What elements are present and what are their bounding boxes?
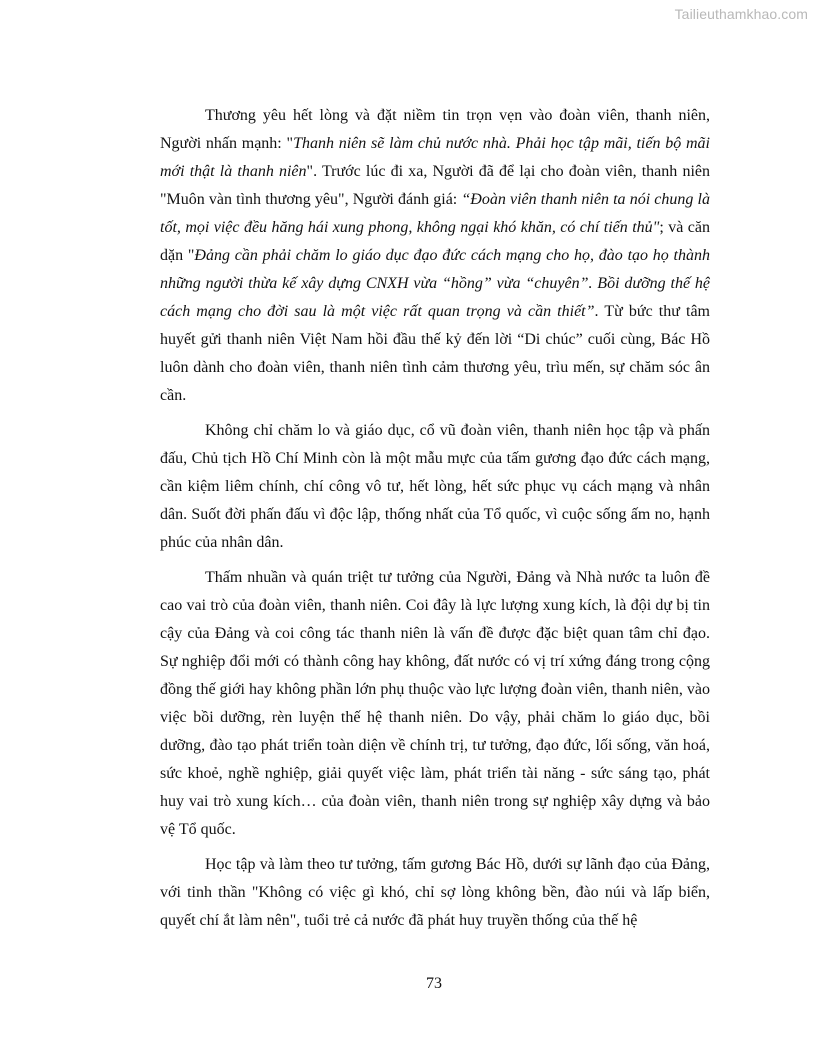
text-segment: Học tập và làm theo tư tưởng, tấm gương Bác Hồ, dưới sự lãnh đạo của Đảng, với tinh thần "Không có việc gì khó, chỉ sợ lòng không bền, đào núi và lấp biển, quyết chí ắt làm nên", tuổi trẻ cả nước đã phát huy truyền thống của thế hệ xyxy=(160,856,710,929)
page-number: 73 xyxy=(426,975,442,992)
text-segment: . Từ bức thư tâm huyết gửi thanh niên Việt Nam hồi đầu thế kỷ đến lời “Di chúc” cuối cùng, Bác Hồ luôn dành cho đoàn viên, thanh niên tình cảm thương yêu, trìu mến, sự chăm sóc ân cần. xyxy=(160,303,710,404)
text-segment: ". Trước lúc đi xa, Người đã để lại cho đoàn viên, thanh niên "Muôn vàn tình thương yêu", Người đánh giá: xyxy=(160,163,711,208)
document-body xyxy=(160,102,710,942)
paragraph-2 xyxy=(160,417,710,557)
text-segment: Thương yêu hết lòng và đặt niềm tin trọn vẹn vào đoàn viên, thanh niên, Người nhấn mạnh: " xyxy=(160,107,710,152)
quote-segment: Thanh niên sẽ làm chủ nước nhà. Phải học tập mãi, tiến bộ mãi mới thật là thanh niên xyxy=(160,135,711,180)
quote-segment: “Đoàn viên thanh niên ta nói chung là tốt, mọi việc đều hăng hái xung phong, không ngại khó khăn, có chí tiến thủ" xyxy=(160,191,711,236)
text-segment: ; và căn dặn " xyxy=(160,219,711,264)
quote-segment: Đảng cần phải chăm lo giáo dục đạo đức cách mạng cho họ, đào tạo họ thành những người thừa kế xây dựng CNXH vừa “hồng” vừa “chuyên”. Bồi dưỡng thế hệ cách mạng cho đời sau là một việc rất quan trọng và cần thiết” xyxy=(160,247,710,320)
text-segment: Không chỉ chăm lo và giáo dục, cổ vũ đoàn viên, thanh niên học tập và phấn đấu, Chủ tịch Hồ Chí Minh còn là một mẫu mực của tấm gương đạo đức cách mạng, cần kiệm liêm chính, chí công vô tư, hết lòng, hết sức phục vụ cách mạng và nhân dân. Suốt đời phấn đấu vì độc lập, thống nhất của Tổ quốc, vì cuộc sống ấm no, hạnh phúc của nhân dân. xyxy=(160,422,710,551)
text-segment: Thấm nhuần và quán triệt tư tưởng của Người, Đảng và Nhà nước ta luôn đề cao vai trò của đoàn viên, thanh niên. Coi đây là lực lượng xung kích, là đội dự bị tin cậy của Đảng và coi công tác thanh niên là vấn đề được đặc biệt quan tâm chỉ đạo. Sự nghiệp đổi mới có thành công hay không, đất nước có vị trí xứng đáng trong cộng đồng thế giới hay không phần lớn phụ thuộc vào lực lượng đoàn viên, thanh niên, vào việc bồi dưỡng, rèn luyện thế hệ thanh niên. Do vậy, phải chăm lo giáo dục, bồi dưỡng, đào tạo phát triển toàn diện về chính trị, tư tưởng, đạo đức, lối sống, văn hoá, sức khoẻ, nghề nghiệp, giải quyết việc làm, phát triển tài năng - sức sáng tạo, phát huy vai trò xung kích… của đoàn viên, thanh niên trong sự nghiệp xây dựng và bảo vệ Tổ quốc. xyxy=(160,569,710,838)
paragraph-4 xyxy=(160,851,710,935)
paragraph-1 xyxy=(160,102,710,410)
paragraph-3 xyxy=(160,564,710,844)
watermark: Tailieuthamkhao.com xyxy=(674,6,808,22)
